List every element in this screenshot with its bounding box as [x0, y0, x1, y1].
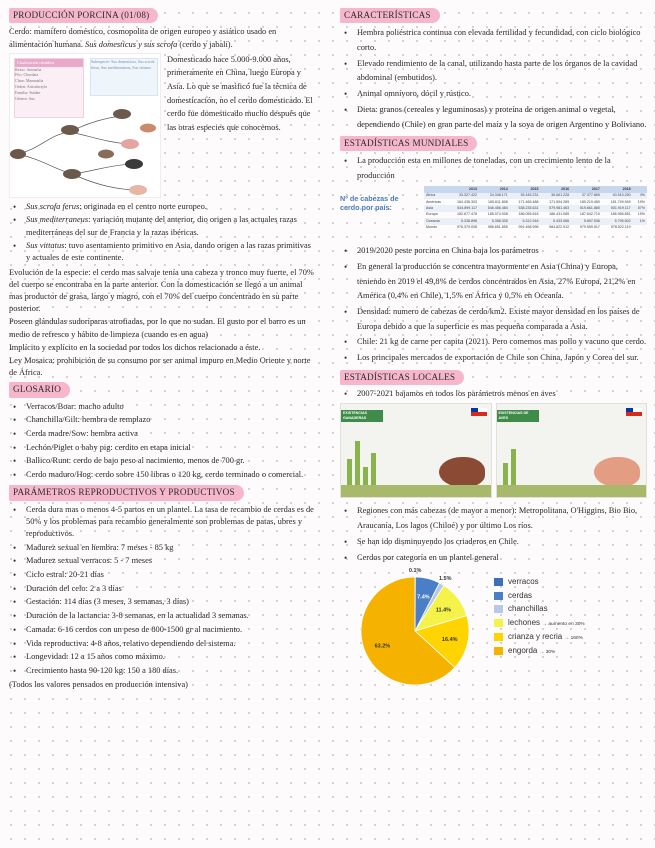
table-row: [424, 205, 647, 211]
table-cell: 171.465.486: [518, 199, 539, 204]
list-item: • En general la producción se concentra mayormente en Asia (China) y Europa, teniendo en 2019 el 49,8% de cerdos concentrados en Asia, 27% Europa, 21,2% en América (0,4% en Chile), 1,5% en África y 0,5% en Oceanía.: [340, 260, 647, 303]
chile-flag-icon: [471, 408, 487, 416]
list-item: • Se han ido disminuyendo los criaderos en Chile.: [340, 535, 647, 549]
right-column: [340, 6, 647, 689]
table-cell: 519.661.880: [571, 205, 602, 211]
legend-swatch: [494, 619, 503, 627]
column-header: 2017: [571, 186, 602, 192]
heading-caracteristicas: CARACTERÍSTICAS: [340, 8, 440, 23]
column-header: 2013: [448, 186, 479, 192]
legend-item: [494, 632, 585, 642]
table-cell: África: [424, 193, 448, 199]
paragraph-sociedad: Implícito y explícito en la sociedad por todos los dichos relacionado a éste.: [9, 342, 261, 352]
pig-tree-illustration: [10, 94, 162, 198]
list-item: • 2019/2020 peste porcina en China baja los parámetros: [340, 244, 647, 258]
legend-label: cerdas: [508, 590, 533, 600]
chile-flag-icon: [626, 408, 642, 416]
table-cell: 538.235.631: [510, 205, 541, 211]
legend-item: [494, 646, 585, 656]
table-cell: 35.445.231: [510, 193, 541, 199]
list-item: • La producción esta en millones de toneladas, con un crecimiento lento de la producción: [340, 154, 647, 183]
classification-row: Familia: Suidae: [15, 89, 41, 95]
table-cell: 979.559.517: [579, 225, 600, 230]
heading-mundiales: ESTADÍSTICAS MUNDIALES: [340, 136, 477, 151]
list-item: • Sus mediterraneus: variación mutante del anterior, dio origen a las actuales razas mediterráneas del sur de Francia y la razas ibéricas.: [9, 214, 315, 238]
parametros-footer: (Todos los valores pensados en producción intensiva): [9, 680, 188, 690]
table-cell: 546.456.484: [479, 205, 510, 211]
list-item: • Verracos/Boar: macho adulto: [9, 401, 315, 413]
pie-label: 1.5%: [438, 576, 452, 583]
legend-note: → 30%: [539, 649, 556, 655]
table-cell: 978.522.119: [610, 225, 631, 230]
table-cell: 165.611.808: [488, 199, 508, 204]
classification-box: Clasificación científica Reino: Animalia Filo: Chordata Clase: Mammalia Orden: Artiodactyla Familia: Suidae Género: Sus: [14, 58, 84, 118]
table-cell: 186.431.085: [549, 212, 570, 217]
table-cell: 57%: [633, 205, 647, 211]
table-cell: 186.956.851: [610, 212, 631, 217]
glosario-list: [9, 401, 315, 482]
table-cell: 501.919.117: [602, 205, 633, 211]
table-cell: 19%: [637, 199, 645, 204]
legend-label: verracos: [508, 577, 539, 587]
table-cell: 5.433.086: [540, 218, 571, 224]
legend-label: chanchillas: [508, 604, 548, 614]
table-cell: Oceanía: [424, 218, 448, 224]
pie-label: 63.2%: [374, 643, 391, 650]
intro-paragraph: Cerdo: mamífero doméstico, cosmopolita de origen europeo y asiático usado en alimentación humana. Sus domesticus y sus scrofa (cerdo y jabalí).: [9, 27, 277, 49]
heading-locales: ESTADÍSTICAS LOCALES: [340, 370, 464, 385]
livestock-stats-image: [340, 403, 492, 498]
table-cell: Asia: [424, 205, 448, 211]
parametros-list: [9, 504, 315, 677]
list-item: • Camada: 6-16 cerdos con un peso de 800-1500 gr al nacimiento.: [9, 624, 315, 636]
list-item: • Elevado rendimiento de la canal, utilizando hasta parte de los órganos de la cavidad abdominal (embutidos).: [340, 57, 647, 86]
table-cell: 976.379.008: [457, 225, 478, 230]
pie-label: 7.4%: [417, 594, 430, 601]
table-cell: 40.515.250: [602, 193, 633, 199]
heading-glosario: GLOSARIO: [9, 382, 70, 397]
list-item: • Hembra poliéstrica continua con elevada fertilidad y fecundidad, con ciclo biológico corto.: [340, 26, 647, 55]
table-cell: 180.219.460: [579, 199, 600, 204]
intro-with-image: [9, 53, 315, 198]
table-cell: 986.651.855: [487, 225, 508, 230]
list-item: • Lechón/Piglet o baby pig: cerdito en etapa inicial: [9, 442, 315, 454]
table-cell: 991.458.996: [518, 225, 539, 230]
table-cell: Europa: [426, 212, 438, 217]
cow-illustration: [439, 457, 485, 487]
list-item: • Ciclo estral: 20-21 días: [9, 569, 315, 581]
column-header: 2016: [540, 186, 571, 192]
heading-parametros: PARÁMETROS REPRODUCTIVOS Y PRODUCTIVOS: [9, 485, 244, 500]
classification-row: Género: Sus: [15, 95, 35, 101]
table-row: [424, 225, 647, 231]
paragraph-evolucion: Evolución de la especie: el cerdo mas salvaje tenía una cabeza y tronco muy fuerte, el 70% del cuerpo se encontraba en la parte anterior. Con la domesticación se llegó a un animal mas productor de grasa, largo y magro, con el 70% del cuerpo concentrado en su parte posterior.: [9, 267, 314, 314]
table-cell: [633, 225, 647, 231]
list-item: • Duración de la lactancia: 3-8 semanas, en la actualidad 3 semanas.: [9, 610, 315, 622]
paragraph-glandulas: Poseen glándulas sudoríparas atrofiadas, por lo que no sudan. El gusto por el barro es un medio de refresco y hábito de limpieza (cuando es en agua): [9, 317, 306, 339]
table-cell: 186.055.618: [518, 212, 539, 217]
card-title: EXISTENCIAS GANADERAS: [341, 410, 383, 422]
list-item: • Longevidad: 12 a 15 años como máximo.: [9, 651, 315, 663]
table-cell: 1%: [633, 218, 647, 224]
classification-row: Reino: Animalia: [15, 66, 42, 72]
pie-legend: [494, 567, 585, 687]
list-item: • Madurez sexual verracos: 5 - 7 meses: [9, 555, 315, 567]
legend-note: → aumento en 30%: [542, 622, 585, 628]
list-item: • Densidad: numero de cabezas de cerdo/km2. Existe mayor densidad en los países de Europa debido a que la superficie es mas pequeña comparada a Asia.: [340, 305, 647, 334]
subspecies-list: [9, 201, 315, 265]
legend-note: → 160%: [564, 635, 583, 641]
world-stats-table: [424, 186, 647, 231]
column-header: 2014: [479, 186, 510, 192]
list-item: • Cerdos por categoría en un plantel general: [340, 551, 647, 565]
table-cell: 171.504.289: [549, 199, 570, 204]
table-cell: 5.338.898: [448, 218, 479, 224]
list-item: • Duración del celo: 2 a 3 días: [9, 583, 315, 595]
table-cell: 185.074.008: [487, 212, 508, 217]
list-item: • Chile: 21 kg de carne per capita (2021). Pero comemos mas pollo y vacuno que cerdo.: [340, 335, 647, 349]
left-column: [9, 6, 315, 692]
list-item: • Madurez sexual en hembra: 7 meses - 85 kg: [9, 542, 315, 554]
list-item: • Sus vittatus: tuvo asentamiento primitivo en Asia, dando origen a las razas primitivas y actuales de este continente.: [9, 240, 315, 264]
legend-item: [494, 618, 585, 628]
local-stats-images: [340, 403, 647, 498]
subspecies-note: Subespecie: Sus domesticus, Sus scrofa ferus, Sus mediterraneus, Sus vittatus: [90, 58, 158, 96]
categories-pie-chart: [340, 567, 647, 689]
table-cell: 37.377.869: [571, 193, 602, 199]
classification-row: Orden: Artiodactyla: [15, 83, 47, 89]
domestication-text: Domesticado hace 5.000-9.000 años, primeramente en China, luego Europa y Asia. Lo que se masificó fue la técnica de domesticación, no el cerdo domesticado. El cerdo fue domesticado mucho después que las otras especies que conocemos.: [167, 54, 313, 132]
list-item: • Gestación: 114 días (3 meses, 3 semanas, 3 días): [9, 596, 315, 608]
list-item: • Cerdo maduro/Hog: cerdo sobre 150 libras o 120 kg, cerdo terminado o comercial.: [9, 469, 315, 481]
list-item: • Animal omnívoro, dócil y rústico.: [340, 87, 647, 101]
table-cell: 182.677.478: [457, 212, 478, 217]
list-item: • Chanchilla/Gilt: hembra de remplazo: [9, 414, 315, 426]
heading-produccion: PRODUCCIÓN PORCINA (01/08): [9, 8, 158, 23]
list-item: • Vida reproductiva: 4-8 años, relativo dependiendo del sistema.: [9, 638, 315, 650]
pie-chart: [340, 567, 490, 689]
table-cell: 579.981.463: [540, 205, 571, 211]
column-header: 2018: [602, 186, 633, 192]
legend-label: engorda: [508, 645, 540, 655]
legend-item: [494, 604, 585, 614]
table-cell: Mundo: [426, 225, 437, 230]
poultry-stats-image: [496, 403, 648, 498]
legend-swatch: [494, 592, 503, 600]
table-cell: 5.795.502: [602, 218, 633, 224]
legend-item: [494, 591, 585, 601]
table-cell: 187.642.710: [579, 212, 600, 217]
table-cell: 36.661.228: [540, 193, 571, 199]
caracteristicas-list: [340, 26, 647, 132]
paragraph-ley-mosaica: Ley Mosaica: prohibición de su consumo por ser animal impuro en Medio Oriente y norte de África.: [9, 355, 311, 378]
legend-swatch: [494, 605, 503, 613]
table-cell: 19%: [637, 212, 645, 217]
table-cell: 34.348.171: [479, 193, 510, 199]
table-cell: 5.358.305: [479, 218, 510, 224]
table-cell: 984.822.912: [549, 225, 570, 230]
list-item: • Crecimiento hasta 90-120 kg: 150 a 180 días.: [9, 665, 315, 677]
table-cell: 164.436.303: [457, 199, 478, 204]
list-item: • Los principales mercados de exportación de Chile son China, Japón y Corea del sur.: [340, 351, 647, 365]
table-cell: 5.657.536: [571, 218, 602, 224]
list-item: • Cerda madre/Sow: hembra activa: [9, 428, 315, 440]
bar-illustration: [347, 441, 376, 489]
pie-label: 16.4%: [441, 637, 458, 644]
classification-row: Filo: Chordata: [15, 72, 39, 78]
list-item: • Dieta: granos (cereales y leguminosas) y proteína de origen animal o vegetal, dependiendo (Chile) en gran parte del maíz y la soya de origen Argentino y Boliviano.: [340, 103, 647, 132]
pie-label: 11.4%: [435, 607, 452, 614]
species-names: Sus domesticus y sus scrofa: [85, 39, 178, 49]
legend-swatch: [494, 578, 503, 586]
list-item: • 2007-2021 bajamos en todos los parámetros menos en aves: [340, 388, 647, 400]
table-cell: 181.749.949: [610, 199, 631, 204]
legend-label: lechones: [508, 618, 543, 628]
list-item: • Ballico/Runt: cerdo de bajo peso al nacimiento, menos de 700 gr.: [9, 455, 315, 467]
legend-label: crianza y recria: [508, 631, 565, 641]
list-item: • Sus scrofa ferus: originada en el centro norte europeo.: [9, 201, 315, 213]
table-cell: Américas: [426, 199, 441, 204]
bar-illustration: [503, 449, 516, 489]
legend-swatch: [494, 647, 503, 655]
stats-label: Nº de cabezas de cerdo por país:: [340, 194, 399, 213]
world-stats-body: [424, 193, 647, 231]
chicken-illustration: [594, 457, 640, 487]
list-item: • Regiones con más cabezas (de mayor a menor): Metropolitana, O'Higgins, Bio Bio, Araucanía, Los lagos (Chiloé) y por último Los ríos.: [340, 504, 647, 533]
table-cell: 544.899.117: [448, 205, 479, 211]
pie-label: 0.1%: [408, 568, 422, 575]
table-cell: 4%: [633, 193, 647, 199]
table-row: [424, 212, 647, 218]
world-stats-image: [340, 186, 647, 238]
legend-swatch: [494, 633, 503, 641]
classification-row: Clase: Mammalia: [15, 78, 44, 84]
locales-intro-list: [340, 388, 647, 400]
locales-list: [340, 504, 647, 565]
card-title: EXISTENCIAS DE AVES: [497, 410, 539, 422]
mundiales-list: [340, 244, 647, 366]
table-cell: 33.327.422: [448, 193, 479, 199]
list-item: • Cerda dura mas o menos 4-5 partos en un plantel. La tasa de recambio de cerdas es de 50% y los problemas para recambio generalmente son problemas de patas, ubres y reproductivos.: [9, 504, 315, 541]
domestication-tree-image: [9, 53, 161, 198]
legend-item: [494, 577, 585, 587]
table-cell: 5.312.918: [510, 218, 541, 224]
table-row: [424, 199, 647, 205]
column-header: 2015: [510, 186, 541, 192]
mundiales-intro-list: [340, 154, 647, 183]
